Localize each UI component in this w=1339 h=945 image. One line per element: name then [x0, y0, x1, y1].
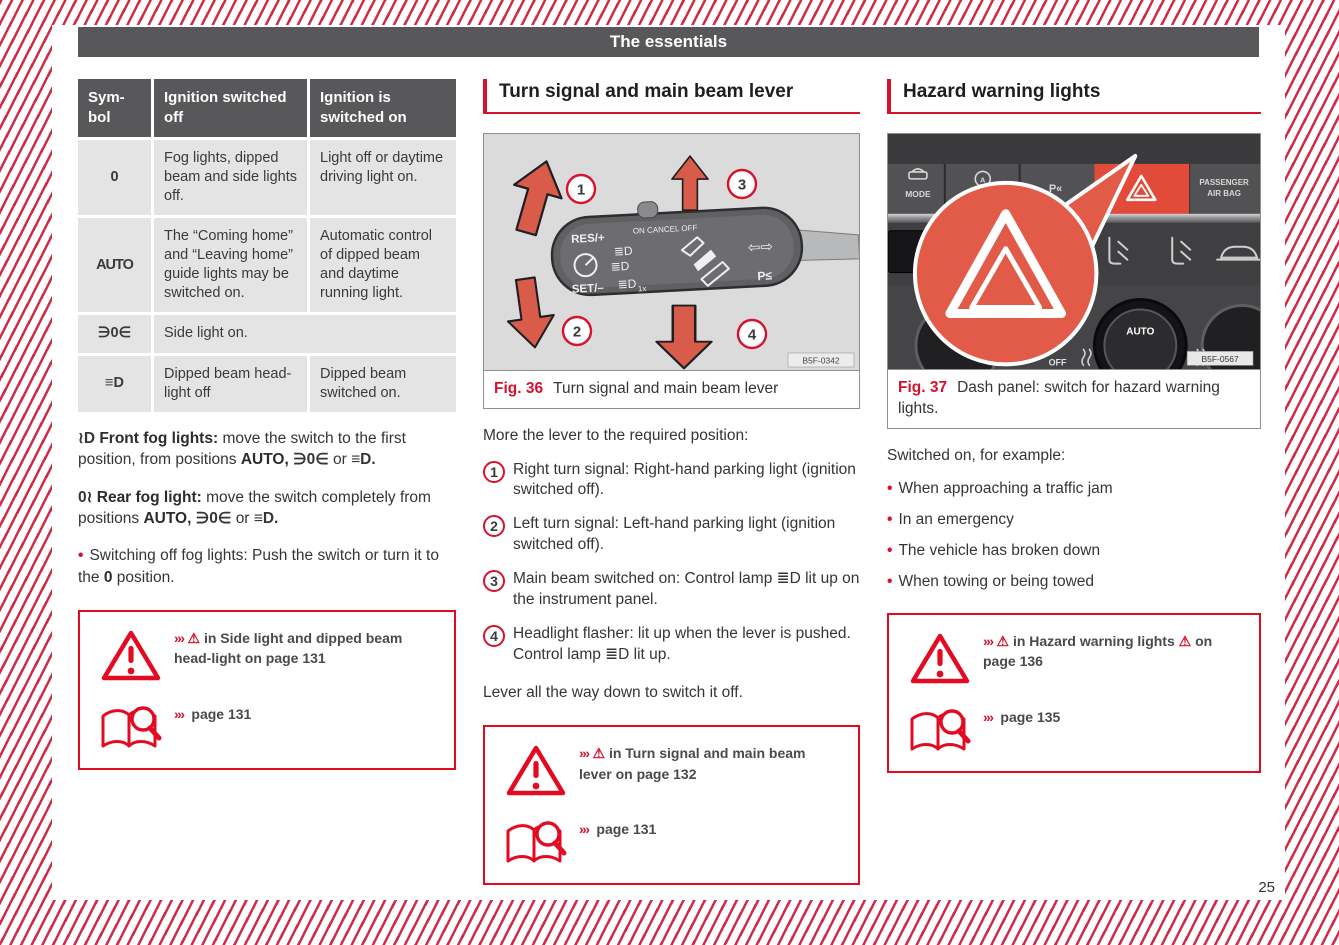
hazard-intro: Switched on, for example:	[887, 446, 1066, 464]
warning-text: ››› ⚠ in Turn signal and main beam lever on page 132	[579, 745, 806, 782]
inline-warning-triangle-icon: ⚠	[996, 633, 1010, 650]
rear-fog-icon: 0≀	[78, 488, 93, 506]
page-title: The essentials	[78, 27, 1259, 57]
inline-hazard-triangle-icon: ⚠	[1178, 633, 1192, 650]
front-fog-icon: ≀D	[78, 429, 96, 447]
bullet-icon: •	[887, 573, 893, 591]
svg-text:1x: 1x	[637, 284, 647, 294]
warning-triangle-icon	[88, 628, 174, 684]
page-content	[52, 25, 1285, 900]
list-item: • When approaching a traffic jam	[887, 480, 1113, 498]
book-magnifier-icon	[493, 819, 579, 869]
lever-item-4: 4 Headlight flasher: lit up when the lever is pushed. Control lamp ≣D lit up.	[483, 624, 860, 666]
switch-off-paragraph: • Switching off fog lights: Push the switch or turn it to the 0 position.	[78, 547, 439, 586]
dash-panel-image	[888, 134, 1260, 369]
lever-item-3: 3 Main beam switched on: Control lamp ≣D lit up on the instrument panel.	[483, 569, 860, 611]
svg-text:1: 1	[576, 181, 586, 199]
circled-number: 1	[483, 461, 505, 483]
warning-box-turn-signal	[483, 725, 860, 885]
svg-text:PASSENGER: PASSENGER	[1199, 177, 1249, 187]
table-cell: Automatic control of dipped beam and daytime running light.	[310, 218, 456, 313]
light-switch-table	[78, 79, 456, 412]
circled-number: 2	[483, 515, 505, 537]
image-code: B5F-0567	[1201, 353, 1239, 364]
front-fog-paragraph: ≀D Front fog lights: move the switch to the first position, from positions AUTO, ∋0∈ or ≡D.	[78, 429, 406, 469]
lever-outro: Lever all the way down to switch it off.	[483, 683, 743, 701]
side-light-icon: ∋0∈	[78, 315, 151, 352]
warning-box-side-light	[78, 610, 456, 770]
svg-text:OFF: OFF	[1048, 357, 1067, 368]
warning-triangle-icon	[493, 743, 579, 799]
table-cell: Dipped beam switched on.	[310, 356, 456, 412]
side-light-icon: ∋0∈	[293, 451, 329, 469]
lever-item-1: 1 Right turn signal: Right-hand parking light (ignition switched off).	[483, 460, 860, 502]
book-magnifier-icon	[88, 704, 174, 754]
column-light-switch	[78, 79, 456, 885]
dipped-beam-icon: ≡D.	[253, 509, 279, 527]
svg-text:AIR BAG: AIR BAG	[1207, 188, 1241, 198]
list-item: • When towing or being towed	[887, 573, 1095, 591]
three-columns	[54, 57, 1283, 885]
book-magnifier-icon	[897, 707, 983, 757]
figure-36	[483, 133, 860, 409]
svg-text:MODE: MODE	[905, 188, 931, 199]
table-header-symbol: Sym- bol	[78, 79, 151, 137]
bullet-icon: •	[887, 542, 893, 560]
rear-fog-paragraph: 0≀ Rear fog light: move the switch completely from positions AUTO, ∋0∈ or ≡D.	[78, 488, 431, 527]
figure-37-caption: Fig. 37 Dash panel: switch for hazard warning lights.	[888, 369, 1260, 427]
svg-text:3: 3	[737, 176, 747, 194]
svg-text:⇦⇨: ⇦⇨	[747, 238, 774, 257]
warning-text: ››› ⚠ in Side light and dipped beam head-light on page 131	[174, 630, 403, 667]
svg-text:4: 4	[747, 326, 757, 344]
circled-number: 3	[483, 570, 505, 592]
svg-text:P«: P«	[1048, 182, 1063, 195]
list-item: • In an emergency	[887, 511, 1014, 529]
symbol-auto: AUTO	[78, 218, 151, 313]
reference-text: ››› page 131	[174, 706, 252, 723]
dipped-beam-icon: ≡D	[78, 356, 151, 412]
svg-text:≣D: ≣D	[613, 243, 633, 259]
turn-signal-lever-image	[484, 134, 859, 370]
symbol-zero: 0	[78, 140, 151, 215]
bullet-icon: •	[887, 511, 893, 529]
inline-warning-triangle-icon: ⚠	[187, 630, 201, 647]
inline-warning-triangle-icon: ⚠	[592, 745, 606, 762]
section-heading: Turn signal and main beam lever	[483, 79, 860, 114]
section-heading: Hazard warning lights	[887, 79, 1261, 114]
svg-text:≣D: ≣D	[610, 258, 630, 274]
warning-triangle-icon	[897, 631, 983, 687]
svg-text:A: A	[980, 175, 986, 185]
warning-text: ››› ⚠ in Hazard warning lights ⚠ on page 136	[983, 633, 1213, 670]
reference-text: ››› page 135	[983, 709, 1061, 726]
lever-item-2: 2 Left turn signal: Left-hand parking light (ignition switched off).	[483, 514, 860, 556]
svg-text:AUTO: AUTO	[1126, 326, 1155, 338]
bullet-icon: •	[887, 480, 893, 498]
table-cell: Light off or daytime driving light on.	[310, 140, 456, 215]
table-header-ignition-off: Ignition switched off	[154, 79, 307, 137]
warning-box-hazard	[887, 613, 1261, 773]
figure-36-caption: Fig. 36 Turn signal and main beam lever	[484, 370, 859, 408]
svg-text:2: 2	[572, 323, 582, 341]
svg-text:P≤: P≤	[757, 268, 773, 284]
table-header-ignition-on: Ignition is switched on	[310, 79, 456, 137]
list-item: • The vehicle has broken down	[887, 542, 1101, 560]
table-cell: Dipped beam head-light off	[154, 356, 307, 412]
figure-37	[887, 133, 1261, 429]
hazard-bullet-list	[887, 480, 1261, 591]
svg-text:SET/–: SET/–	[571, 282, 605, 296]
circled-number: 4	[483, 625, 505, 647]
image-code: B5F-0342	[802, 355, 840, 366]
column-hazard-lights	[887, 79, 1261, 885]
table-cell: Fog lights, dipped beam and side lights off.	[154, 140, 307, 215]
page-number: 25	[1258, 879, 1275, 896]
svg-text:≣D: ≣D	[617, 276, 637, 292]
bullet-icon: •	[78, 547, 84, 565]
reference-text: ››› page 131	[579, 821, 657, 838]
dipped-beam-icon: ≡D.	[351, 451, 376, 469]
svg-text:ON CANCEL OFF: ON CANCEL OFF	[632, 223, 698, 236]
table-cell: The “Coming home” and “Leaving home” guide lights may be switched on.	[154, 218, 307, 313]
side-light-icon: ∋0∈	[195, 509, 232, 527]
svg-text:RES/+: RES/+	[570, 232, 606, 246]
column-turn-signal	[483, 79, 860, 885]
table-cell: Side light on.	[154, 315, 456, 352]
lever-intro: More the lever to the required position:	[483, 427, 749, 445]
